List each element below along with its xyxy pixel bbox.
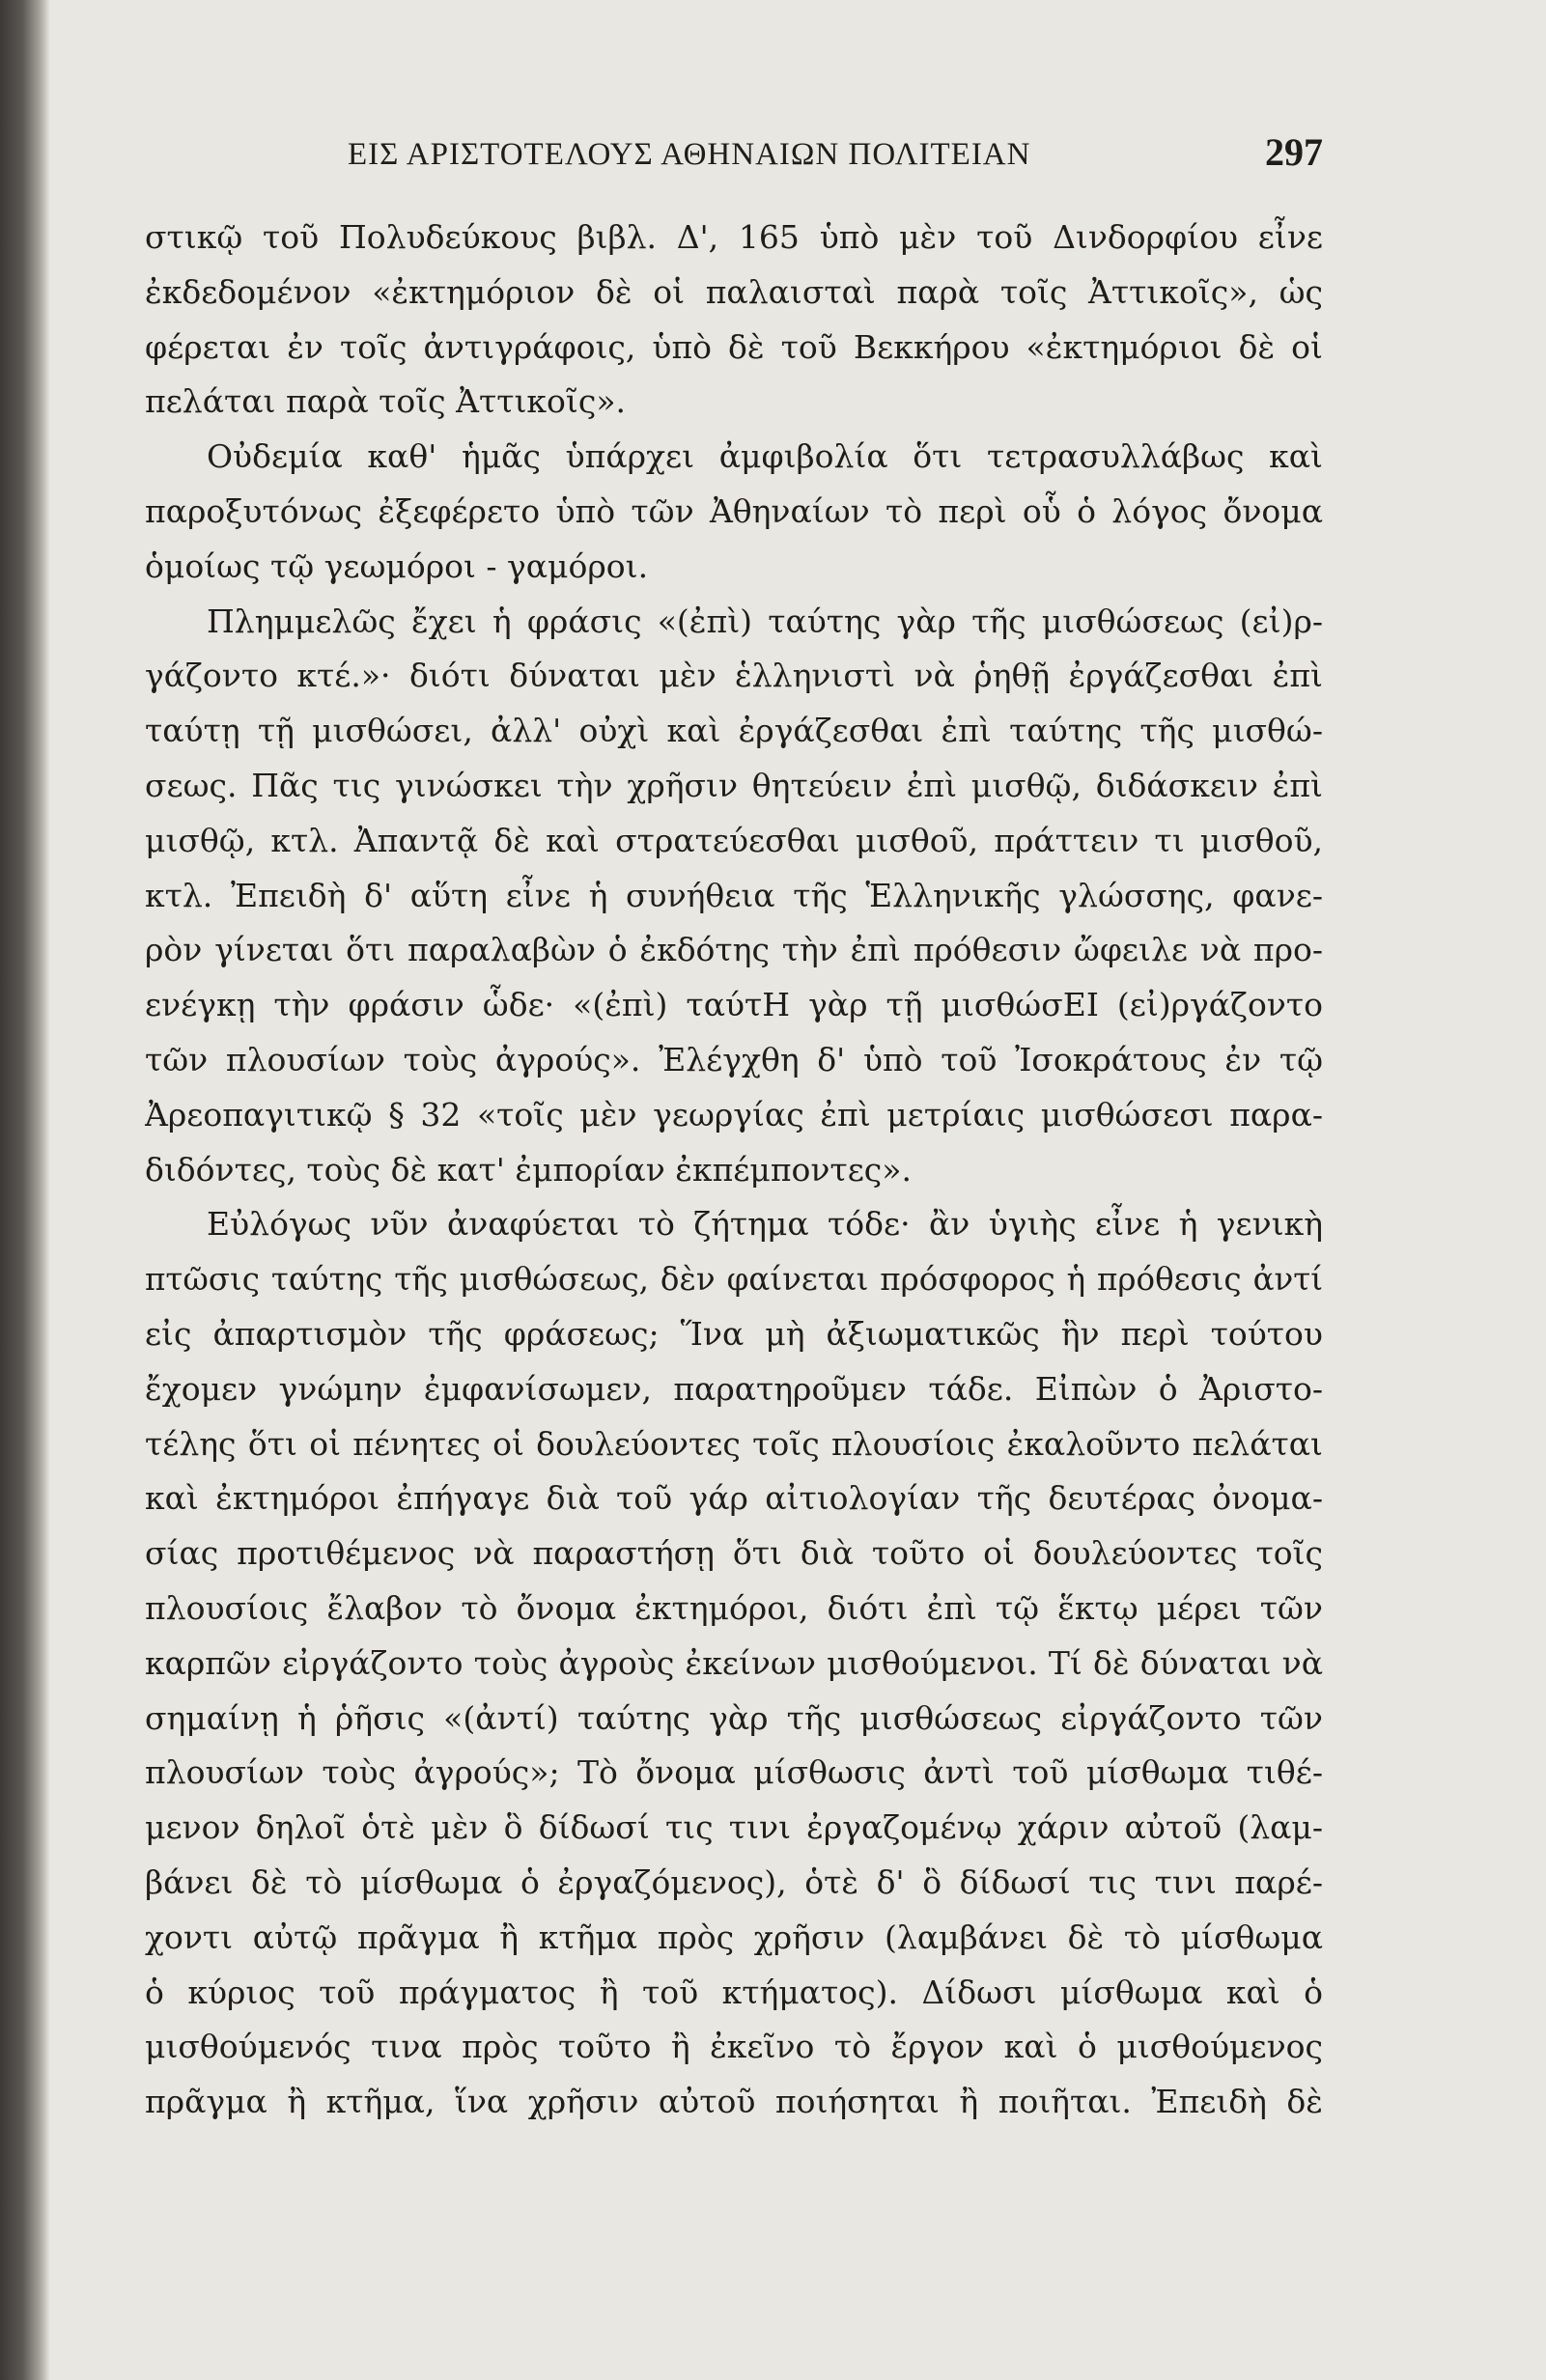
text-line: ἐκδεδομένον «ἐκτημόριον δὲ οἱ παλαισταὶ παρὰ τοῖς Ἀττικοῖς», ὡς — [145, 272, 1323, 311]
text-line: εἰς ἀπαρτισμὸν τῆς φράσεως; Ἵνα μὴ ἀξιωματικῶς ἣν περὶ τούτου — [145, 1314, 1323, 1353]
text-line: Πλημμελῶς ἔχει ἡ φράσις «(ἐπὶ) ταύτης γὰρ τῆς μισθώσεως (εἰ)ρ- — [207, 602, 1323, 640]
text-line: φέρεται ἐν τοῖς ἀντιγράφοις, ὑπὸ δὲ τοῦ Βεκκήρου «ἐκτημόριοι δὲ οἱ — [145, 327, 1323, 366]
text-line: σημαίνῃ ἡ ῥῆσις «(ἀντί) ταύτης γὰρ τῆς μισθώσεως εἰργάζοντο τῶν — [145, 1698, 1323, 1737]
text-line: μενον δηλοῖ ὁτὲ μὲν ὃ δίδωσί τις τινι ἐργαζομένῳ χάριν αὐτοῦ (λαμ- — [145, 1808, 1323, 1847]
running-head — [145, 126, 1323, 193]
text-line: κτλ. Ἐπειδὴ δ' αὕτη εἶνε ἡ συνήθεια τῆς Ἑλληνικῆς γλώσσης, φανε- — [145, 876, 1323, 914]
text-line: ρὸν γίνεται ὅτι παραλαβὼν ὁ ἐκδότης τὴν ἐπὶ πρόθεσιν ὤφειλε νὰ προ- — [145, 931, 1323, 969]
text-line: παροξυτόνως ἐξεφέρετο ὑπὸ τῶν Ἀθηναίων τὸ περὶ οὗ ὁ λόγος ὄνομα — [145, 491, 1323, 530]
text-line: ταύτῃ τῇ μισθώσει, ἀλλ' οὐχὶ καὶ ἐργάζεσθαι ἐπὶ ταύτης τῆς μισθώ- — [145, 712, 1323, 750]
text-line: μισθῷ, κτλ. Ἀπαντᾷ δὲ καὶ στρατεύεσθαι μισθοῦ, πράττειν τι μισθοῦ, — [145, 821, 1323, 859]
text-line: πλουσίοις ἔλαβον τὸ ὄνομα ἐκτημόροι, διότι ἐπὶ τῷ ἕκτῳ μέρει τῶν — [145, 1588, 1323, 1627]
text-line: καρπῶν εἰργάζοντο τοὺς ἀγροὺς ἐκείνων μισθούμενοι. Τί δὲ δύναται νὰ — [145, 1643, 1323, 1682]
running-title: ΕΙΣ ΑΡΙΣΤΟΤΕΛΟΥΣ ΑΘΗΝΑΙΩΝ ΠΟΛΙΤΕΙΑΝ — [348, 137, 1031, 172]
book-page — [145, 126, 1323, 2130]
text-line: ὁ κύριος τοῦ πράγματος ἢ τοῦ κτήματος). Δίδωσι μίσθωμα καὶ ὁ — [145, 1973, 1323, 2011]
text-line: ἔχομεν γνώμην ἐμφανίσωμεν, παρατηροῦμεν τάδε. Εἰπὼν ὁ Ἀριστο- — [145, 1369, 1323, 1408]
text-line: Εὐλόγως νῦν ἀναφύεται τὸ ζήτημα τόδε· ἂν ὑγιὴς εἶνε ἡ γενικὴ — [207, 1205, 1323, 1244]
text-line: ενέγκῃ τὴν φράσιν ὧδε· «(ἐπὶ) ταύτΗ γὰρ τῇ μισθώσΕΙ (εἰ)ργάζοντο — [145, 986, 1323, 1024]
text-line: πτῶσις ταύτης τῆς μισθώσεως, δὲν φαίνεται πρόσφορος ἡ πρόθεσις ἀντί — [145, 1261, 1323, 1299]
text-line: πελάται παρὰ τοῖς Ἀττικοῖς». — [145, 382, 627, 421]
text-line: διδόντες, τοὺς δὲ κατ' ἐμπορίαν ἐκπέμποντες». — [145, 1150, 912, 1189]
body-text — [145, 210, 1323, 2130]
text-line: χοντι αὐτῷ πρᾶγμα ἢ κτῆμα πρὸς χρῆσιν (λαμβάνει δὲ τὸ μίσθωμα — [145, 1918, 1323, 1956]
book-spine-shadow — [0, 0, 50, 2380]
text-line: πρᾶγμα ἢ κτῆμα, ἵνα χρῆσιν αὐτοῦ ποιήσηται ἢ ποιῆται. Ἐπειδὴ δὲ — [145, 2083, 1323, 2121]
page-number: 297 — [1265, 130, 1323, 174]
text-line: σεως. Πᾶς τις γινώσκει τὴν χρῆσιν θητεύειν ἐπὶ μισθῷ, διδάσκειν ἐπὶ — [145, 766, 1323, 804]
text-line: γάζοντο κτέ.»· διότι δύναται μὲν ἑλληνιστὶ νὰ ῥηθῇ ἐργάζεσθαι ἐπὶ — [145, 657, 1323, 695]
text-line: σίας προτιθέμενος νὰ παραστήσῃ ὅτι διὰ τοῦτο οἱ δουλεύοντες τοῖς — [145, 1534, 1323, 1573]
text-line: ὁμοίως τῷ γεωμόροι - γαμόροι. — [145, 546, 649, 585]
text-line: καὶ ἐκτημόροι ἐπήγαγε διὰ τοῦ γάρ αἰτιολογίαν τῆς δευτέρας ὀνομα- — [145, 1479, 1323, 1518]
text-line: τῶν πλουσίων τοὺς ἀγρούς». Ἐλέγχθη δ' ὑπὸ τοῦ Ἰσοκράτους ἐν τῷ — [145, 1040, 1323, 1078]
text-line: στικῷ τοῦ Πολυδεύκους βιβλ. Δ', 165 ὑπὸ μὲν τοῦ Δινδορφίου εἶνε — [145, 218, 1323, 256]
text-line: μισθούμενός τινα πρὸς τοῦτο ἢ ἐκεῖνο τὸ ἔργον καὶ ὁ μισθούμενος — [145, 2028, 1323, 2066]
text-line: τέλης ὅτι οἱ πένητες οἱ δουλεύοντες τοῖς πλουσίοις ἐκαλοῦντο πελάται — [145, 1424, 1323, 1463]
text-line: Οὐδεμία καθ' ἡμᾶς ὑπάρχει ἀμφιβολία ὅτι τετρασυλλάβως καὶ — [207, 437, 1323, 476]
text-line: βάνει δὲ τὸ μίσθωμα ὁ ἐργαζόμενος), ὁτὲ δ' ὃ δίδωσί τις τινι παρέ- — [145, 1862, 1323, 1901]
text-line: πλουσίων τοὺς ἀγρούς»; Τὸ ὄνομα μίσθωσις ἀντὶ τοῦ μίσθωμα τιθέ- — [145, 1753, 1323, 1792]
text-line: Ἀρεοπαγιτικῷ § 32 «τοῖς μὲν γεωργίας ἐπὶ μετρίαις μισθώσεσι παρα- — [145, 1095, 1323, 1134]
